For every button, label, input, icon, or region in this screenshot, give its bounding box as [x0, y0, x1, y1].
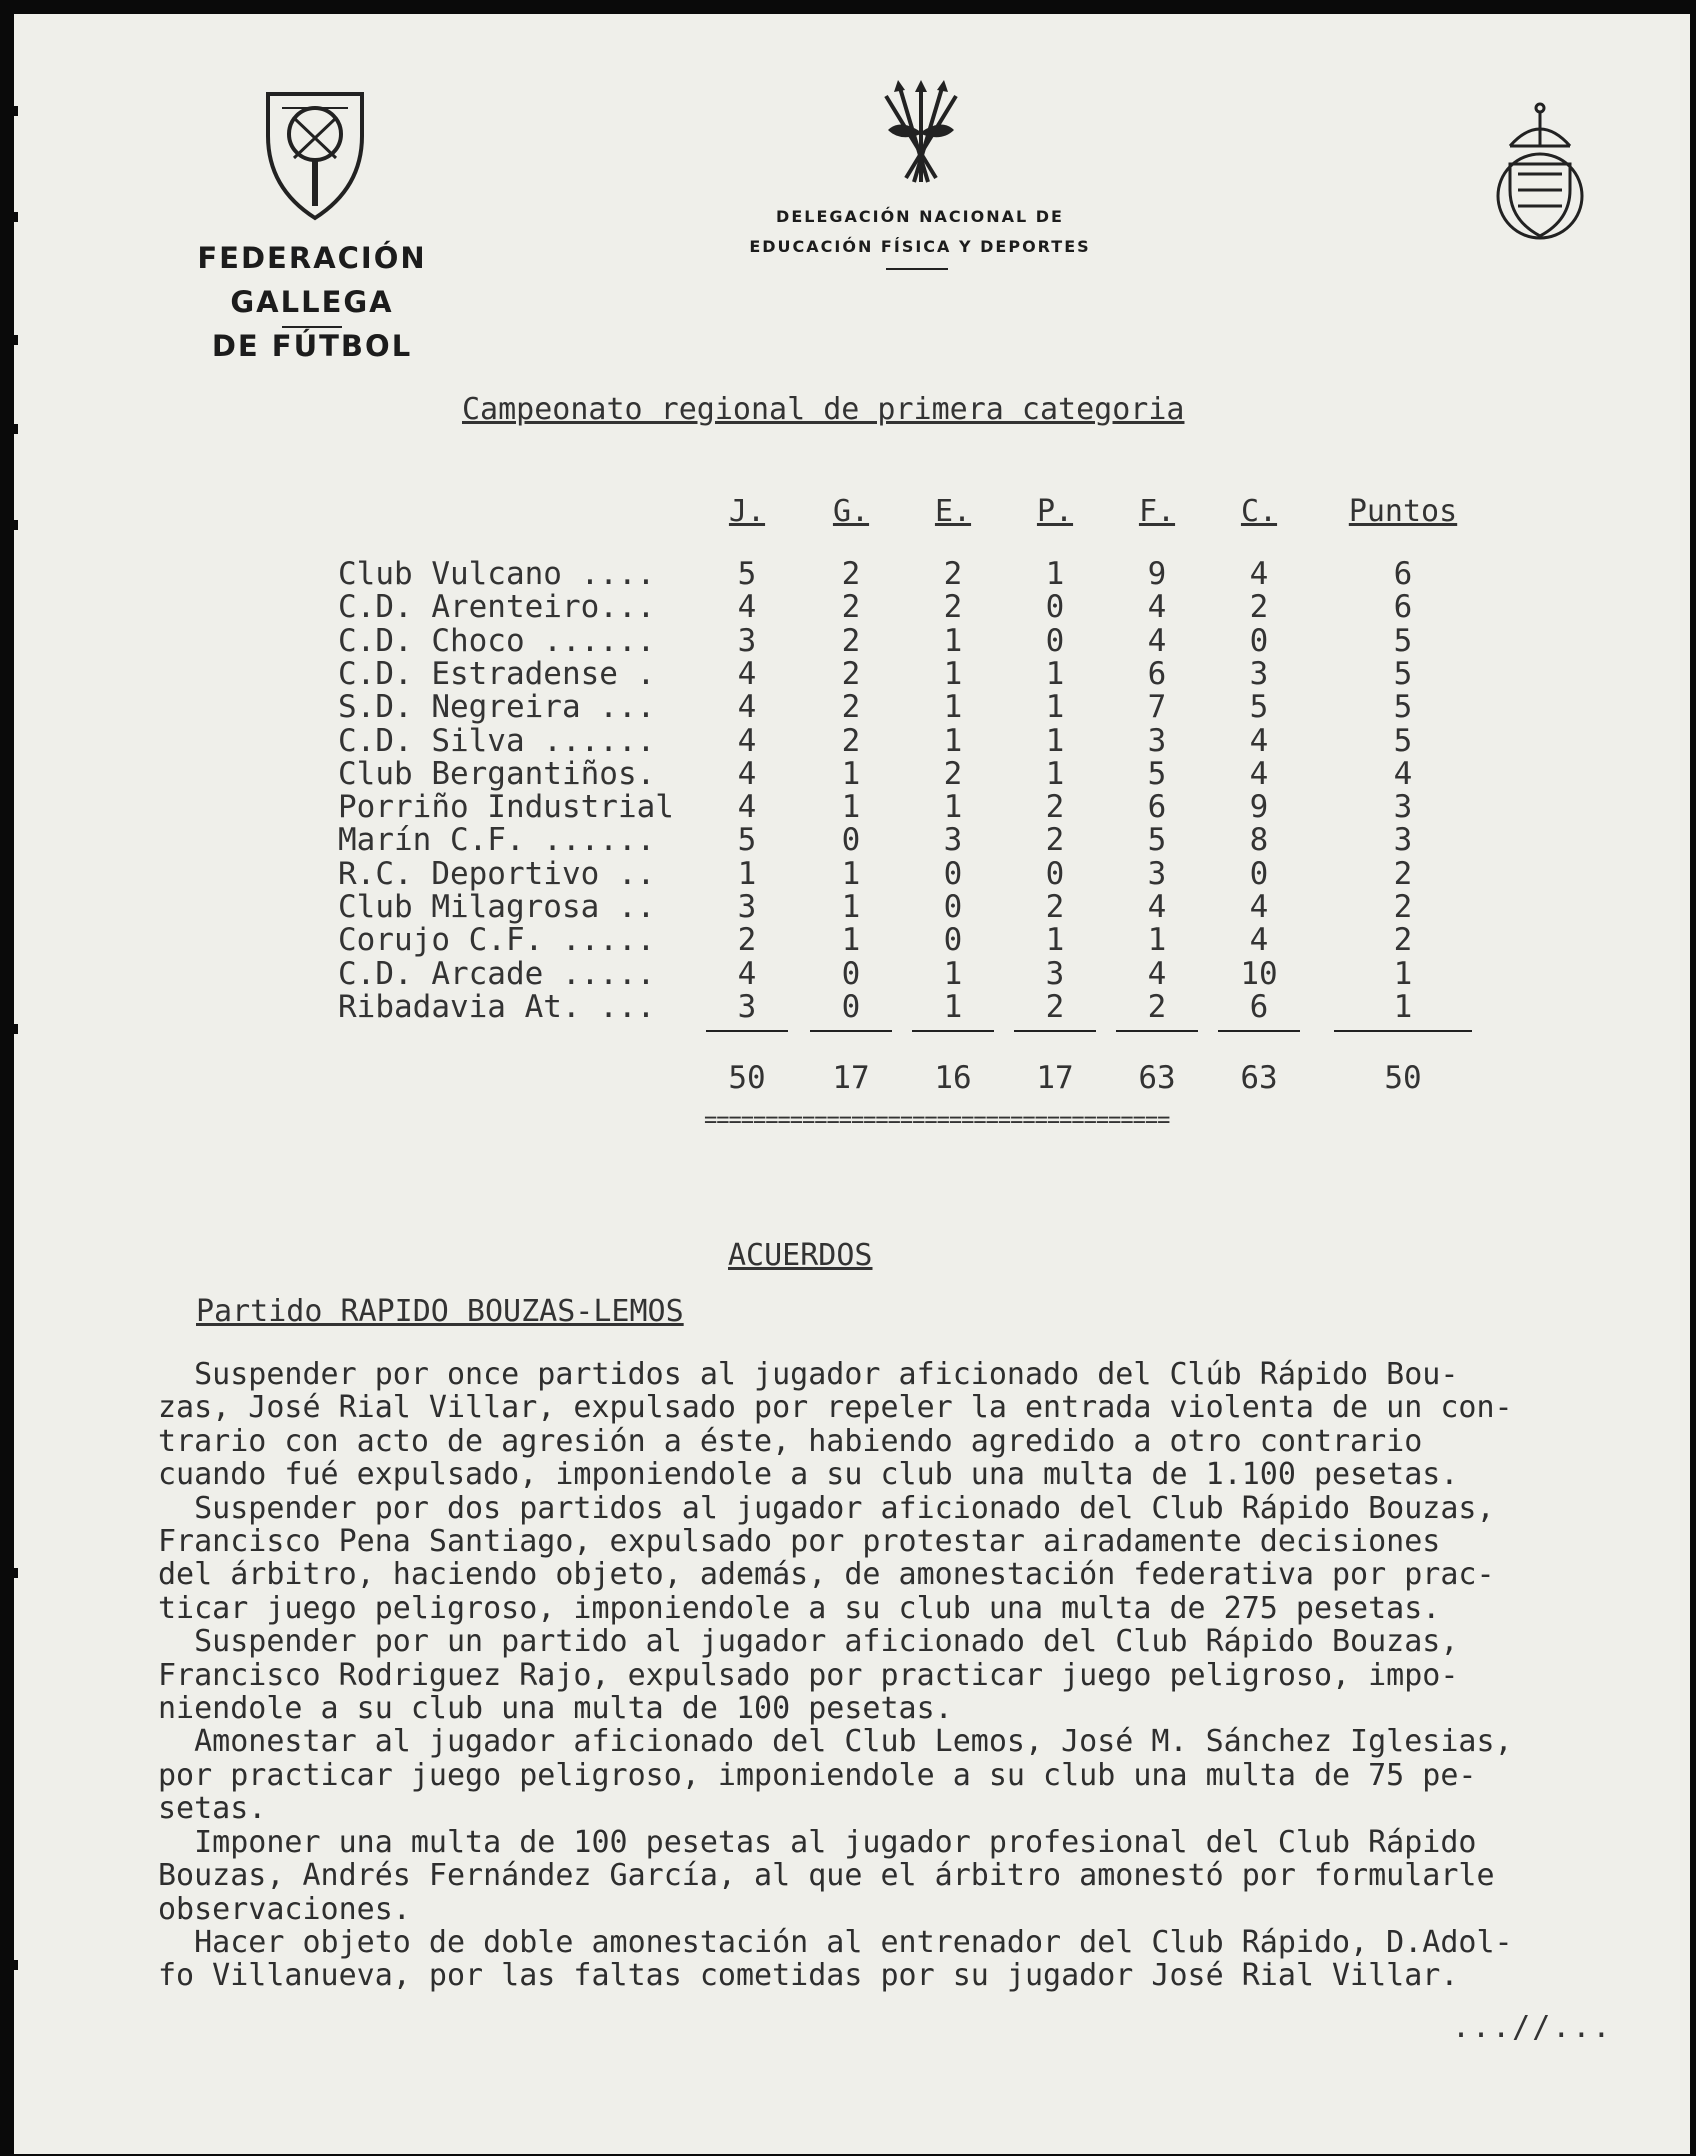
stat-cell: 9 [1249, 789, 1269, 826]
stat-cell: 1 [1045, 556, 1065, 592]
resolution-line: Amonestar al jugador aficionado del Club Lemos, José M. Sánchez Iglesias, [158, 1724, 1513, 1760]
team-name: C.D. Silva ...... [338, 722, 656, 759]
rfef-crown-badge [1488, 102, 1592, 248]
stat-cell: 1 [943, 655, 963, 692]
stat-cell: 1 [1393, 955, 1413, 992]
stat-cell: 0 [1045, 855, 1065, 892]
team-name: Ribadavia At. ... [338, 988, 656, 1025]
stat-cell: 0 [943, 889, 963, 925]
resolutions-text [158, 1358, 1678, 1993]
resolution-line: Suspender por once partidos al jugador aficionado del Clúb Rápido Bou- [158, 1357, 1459, 1392]
team-name: Corujo C.F. ..... [338, 922, 656, 959]
stat-cell: 5 [1393, 689, 1413, 726]
stat-cell: 1 [737, 855, 757, 892]
resolution-line: del árbitro, haciendo objeto, además, de amonestación federativa por prac- [158, 1557, 1495, 1593]
column-header: F. [1138, 494, 1176, 529]
stat-cell: 2 [943, 589, 963, 626]
team-name: C.D. Estradense . [338, 655, 656, 692]
stat-cell: 2 [1045, 822, 1065, 859]
column-header: J. [728, 494, 766, 529]
stat-cell: 1 [841, 855, 861, 892]
team-name: Club Milagrosa .. [338, 889, 656, 925]
divider [886, 268, 948, 270]
stat-cell: 3 [1147, 722, 1167, 759]
stat-cell: 6 [1393, 589, 1413, 626]
continuation-mark: ...//... [1452, 2010, 1613, 2045]
stat-cell: 1 [841, 789, 861, 826]
column-total-rule [912, 1030, 994, 1032]
stat-cell: 5 [1249, 689, 1269, 726]
column-total: 63 [1138, 1060, 1176, 1096]
stat-cell: 1 [1045, 655, 1065, 692]
stat-cell: 0 [943, 922, 963, 959]
resolution-line: Suspender por dos partidos al jugador aficionado del Club Rápido Bouzas, [158, 1490, 1495, 1526]
stat-cell: 1 [943, 622, 963, 659]
stat-cell: 2 [841, 689, 861, 726]
stat-cell: 4 [737, 722, 757, 759]
stat-cell: 5 [1393, 622, 1413, 659]
stat-cell: 1 [1045, 722, 1065, 759]
resolution-line: ticar juego peligroso, imponiendole a su club una multa de 275 pesetas. [158, 1590, 1441, 1626]
stat-cell: 1 [1045, 755, 1065, 792]
standings-title: Campeonato regional de primera categoria [462, 392, 1185, 427]
stat-cell: 1 [841, 922, 861, 959]
stat-cell: 2 [1393, 889, 1413, 925]
double-rule: ====================================== [704, 1108, 1170, 1133]
stat-cell: 4 [1147, 589, 1167, 626]
team-name: Club Vulcano .... [338, 556, 656, 592]
column-total-rule [1218, 1030, 1300, 1032]
stat-cell: 2 [841, 622, 861, 659]
resolution-line: Hacer objeto de doble amonestación al entrenador del Club Rápido, D.Adol- [158, 1924, 1513, 1960]
resolution-line: Francisco Rodriguez Rajo, expulsado por practicar juego peligroso, impo- [158, 1657, 1459, 1693]
team-name: Club Bergantiños. [338, 755, 656, 792]
punch-hole [0, 106, 18, 116]
stat-cell: 5 [737, 556, 757, 592]
resolution-line: niendole a su club una multa de 100 pesetas. [158, 1691, 953, 1727]
punch-hole [0, 520, 18, 530]
stat-cell: 2 [1147, 988, 1167, 1025]
stat-cell: 0 [1045, 589, 1065, 626]
stat-cell: 2 [841, 655, 861, 692]
stat-cell: 5 [1147, 755, 1167, 792]
acuerdos-heading: ACUERDOS [728, 1238, 873, 1273]
delegation-name-line1: DELEGACIÓN NACIONAL DE [776, 207, 1064, 226]
column-header: E. [934, 494, 972, 529]
match-title: Partido RAPIDO BOUZAS-LEMOS [196, 1294, 684, 1329]
divider [282, 326, 342, 328]
stat-cell: 2 [1249, 589, 1269, 626]
punch-hole [0, 335, 18, 345]
stat-cell: 4 [737, 955, 757, 992]
stat-cell: 1 [943, 789, 963, 826]
federation-name-line1: FEDERACIÓN GALLEGA [197, 241, 427, 319]
federation-shield-logo [262, 88, 368, 224]
stat-cell: 6 [1249, 988, 1269, 1025]
stat-cell: 3 [1147, 855, 1167, 892]
stat-cell: 2 [1393, 855, 1413, 892]
column-total: 50 [1384, 1060, 1422, 1096]
resolution-line: trario con acto de agresión a éste, habiendo agredido a otro contrario [158, 1423, 1423, 1459]
stat-cell: 7 [1147, 689, 1167, 726]
resolution-line: observaciones. [158, 1891, 411, 1927]
stat-cell: 4 [1393, 755, 1413, 792]
stat-cell: 4 [737, 789, 757, 826]
stat-cell: 0 [841, 822, 861, 859]
resolution-line: Bouzas, Andrés Fernández García, al que el árbitro amonestó por formularle [158, 1858, 1495, 1894]
team-name: Marín C.F. ...... [338, 822, 656, 859]
column-total: 16 [934, 1060, 972, 1096]
stat-cell: 2 [737, 922, 757, 959]
punch-hole [0, 424, 18, 434]
stat-cell: 2 [943, 755, 963, 792]
stat-cell: 5 [1393, 722, 1413, 759]
stat-cell: 2 [841, 589, 861, 626]
column-total: 63 [1240, 1060, 1278, 1096]
stat-cell: 6 [1393, 556, 1413, 592]
stat-cell: 4 [737, 589, 757, 626]
stat-cell: 1 [841, 755, 861, 792]
stat-cell: 2 [1393, 922, 1413, 959]
stat-cell: 1 [943, 955, 963, 992]
team-name: S.D. Negreira ... [338, 689, 656, 726]
column-header: Puntos [1348, 494, 1458, 529]
column-header: P. [1036, 494, 1074, 529]
column-total-rule [810, 1030, 892, 1032]
punch-hole [0, 1024, 18, 1034]
stat-cell: 0 [841, 988, 861, 1025]
stat-cell: 3 [1249, 655, 1269, 692]
stat-cell: 2 [943, 556, 963, 592]
stat-cell: 3 [737, 988, 757, 1025]
team-name: Porriño Industrial [338, 789, 674, 826]
federation-name [112, 236, 512, 368]
stat-cell: 1 [1393, 988, 1413, 1025]
stat-cell: 4 [1147, 622, 1167, 659]
stat-cell: 1 [1045, 922, 1065, 959]
stat-cell: 2 [841, 722, 861, 759]
stat-cell: 1 [841, 889, 861, 925]
stat-cell: 1 [943, 689, 963, 726]
stat-cell: 4 [1147, 889, 1167, 925]
column-header: G. [832, 494, 870, 529]
column-total-rule [1334, 1030, 1472, 1032]
stat-cell: 1 [1045, 689, 1065, 726]
yoke-arrows-emblem [880, 78, 962, 186]
resolution-line: Imponer una multa de 100 pesetas al jugador profesional del Club Rápido [158, 1824, 1477, 1860]
stat-cell: 6 [1147, 655, 1167, 692]
resolution-line: setas. [158, 1791, 267, 1827]
resolution-line: Suspender por un partido al jugador aficionado del Club Rápido Bouzas, [158, 1624, 1459, 1660]
stat-cell: 0 [1249, 855, 1269, 892]
stat-cell: 4 [1147, 955, 1167, 992]
column-total-rule [1014, 1030, 1096, 1032]
stat-cell: 2 [1045, 988, 1065, 1025]
stat-cell: 5 [1393, 655, 1413, 692]
resolution-line: Francisco Pena Santiago, expulsado por protestar airadamente decisiones [158, 1524, 1441, 1560]
team-name: C.D. Arcade ..... [338, 955, 656, 992]
stat-cell: 8 [1249, 822, 1269, 859]
stat-cell: 1 [943, 722, 963, 759]
stat-cell: 2 [1045, 789, 1065, 826]
column-total: 17 [832, 1060, 870, 1096]
column-header: C. [1240, 494, 1278, 529]
federation-name-line2: DE FÚTBOL [211, 329, 413, 363]
stat-cell: 3 [737, 622, 757, 659]
resolution-line: fo Villanueva, por las faltas cometidas por su jugador José Rial Villar. [158, 1958, 1459, 1994]
stat-cell: 3 [943, 822, 963, 859]
stat-cell: 0 [1045, 622, 1065, 659]
stat-cell: 0 [841, 955, 861, 992]
stat-cell: 2 [841, 556, 861, 592]
stat-cell: 4 [1249, 556, 1269, 592]
resolution-line: zas, José Rial Villar, expulsado por repeler la entrada violenta de un con- [158, 1390, 1513, 1426]
column-total-rule [1116, 1030, 1198, 1032]
team-name: C.D. Arenteiro... [338, 589, 656, 626]
punch-hole [0, 212, 18, 222]
stat-cell: 4 [737, 689, 757, 726]
stat-cell: 4 [1249, 755, 1269, 792]
stat-cell: 5 [1147, 822, 1167, 859]
team-name: R.C. Deportivo .. [338, 855, 656, 892]
stat-cell: 3 [1393, 789, 1413, 826]
stat-cell: 4 [1249, 889, 1269, 925]
stat-cell: 4 [1249, 722, 1269, 759]
stat-cell: 5 [737, 822, 757, 859]
stat-cell: 1 [943, 988, 963, 1025]
column-total: 17 [1036, 1060, 1074, 1096]
stat-cell: 2 [1045, 889, 1065, 925]
stat-cell: 3 [1045, 955, 1065, 992]
team-name: C.D. Choco ...... [338, 622, 656, 659]
resolution-line: cuando fué expulsado, imponiendole a su club una multa de 1.100 pesetas. [158, 1457, 1459, 1493]
stat-cell: 3 [1393, 822, 1413, 859]
punch-hole [0, 1960, 18, 1970]
delegation-name [700, 202, 1140, 262]
stat-cell: 3 [737, 889, 757, 925]
punch-hole [0, 1568, 18, 1578]
column-total-rule [706, 1030, 788, 1032]
stat-cell: 1 [1147, 922, 1167, 959]
column-total: 50 [728, 1060, 766, 1096]
stat-cell: 0 [943, 855, 963, 892]
stat-cell: 4 [737, 655, 757, 692]
stat-cell: 6 [1147, 789, 1167, 826]
stat-cell: 0 [1249, 622, 1269, 659]
stat-cell: 9 [1147, 556, 1167, 592]
stat-cell: 4 [1249, 922, 1269, 959]
delegation-name-line2: EDUCACIÓN FÍSICA Y DEPORTES [749, 237, 1091, 256]
stat-cell: 10 [1240, 955, 1278, 992]
resolution-line: por practicar juego peligroso, imponiendole a su club una multa de 75 pe- [158, 1757, 1477, 1793]
stat-cell: 4 [737, 755, 757, 792]
